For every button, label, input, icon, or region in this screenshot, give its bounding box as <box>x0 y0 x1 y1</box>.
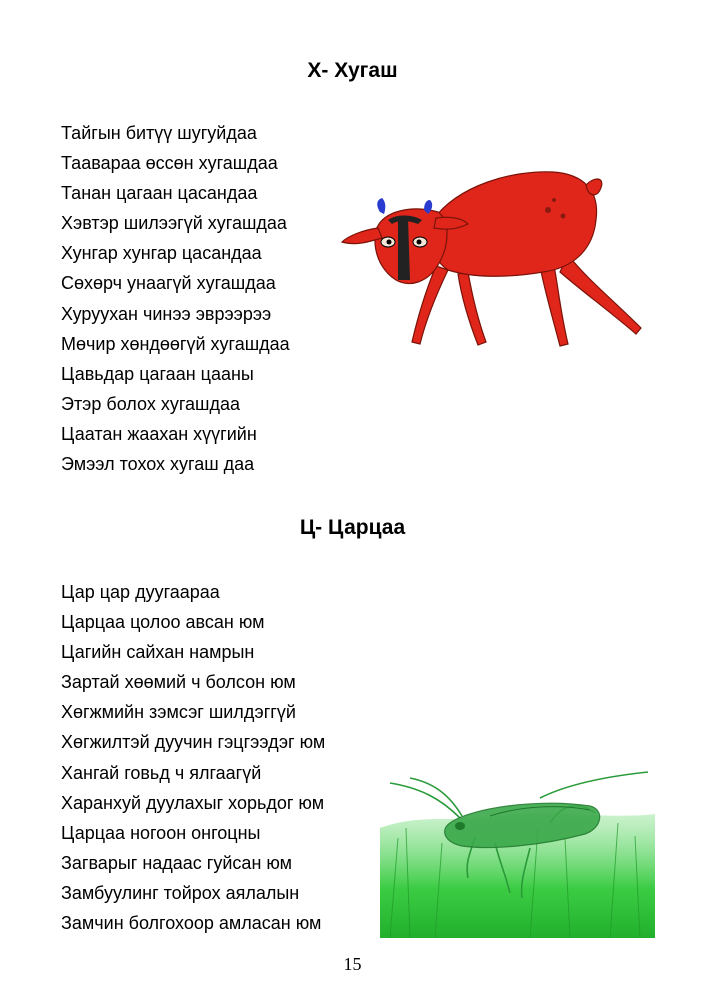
poem-line: Этэр болох хугашдаа <box>61 393 240 414</box>
poem-line: Сөхөрч унаагүй хугашдаа <box>61 273 276 294</box>
poem-line: Цавьдар цагаан цааны <box>61 363 254 384</box>
poem-line: Зартай хөөмий ч болсон юм <box>61 672 296 693</box>
poem-line: Цар цар дуугаараа <box>61 582 220 602</box>
poem-line: Мөчир хөндөөгүй хугашдаа <box>61 333 290 354</box>
poem-line: Хуруухан чинээ эврээрээ <box>61 303 272 324</box>
poem-line: Таавараа өссөн хугашдаа <box>61 153 278 174</box>
poem-line: Хөгжилтэй дуучин гэцгээдэг юм <box>61 732 326 753</box>
page-number: 15 <box>343 954 362 974</box>
poem-line: Тайгын битүү шугуйдаа <box>61 123 257 143</box>
poem-line: Хөгжмийн зэмсэг шилдэггүй <box>61 702 296 723</box>
poem-line: Хунгар хунгар цасандаа <box>61 243 262 264</box>
poem-tsartsaa <box>61 577 325 938</box>
poem-line: Замчин болгохоор амласан юм <box>61 913 322 934</box>
poem-line: Загварыг надаас гуйсан юм <box>61 852 293 873</box>
poem-title-khugash: Х- Хугаш <box>307 59 398 82</box>
reindeer-calf-illustration <box>338 160 648 350</box>
poem-line: Хангай говьд ч ялгаагүй <box>61 762 262 783</box>
poem-line: Хэвтэр шилээгүй хугашдаа <box>61 213 287 234</box>
poem-line: Эмээл тохох хугаш даа <box>61 454 255 475</box>
poem-line: Царцаа ногоон онгоцны <box>61 822 261 843</box>
poem-title-tsartsaa: Ц- Царцаа <box>299 516 406 539</box>
grasshopper-illustration <box>380 768 655 938</box>
poem-line: Цагийн сайхан намрын <box>61 642 255 663</box>
poem-line: Цаатан жаахан хүүгийн <box>61 423 257 444</box>
poem-line: Харанхуй дуулахыг хорьдог юм <box>61 792 325 813</box>
poem-line: Замбуулинг тойрох аялалын <box>61 882 300 903</box>
poem-khugash <box>61 118 290 479</box>
poem-line: Царцаа цолоо авсан юм <box>61 612 265 633</box>
poem-line: Танан цагаан цасандаа <box>61 183 258 204</box>
